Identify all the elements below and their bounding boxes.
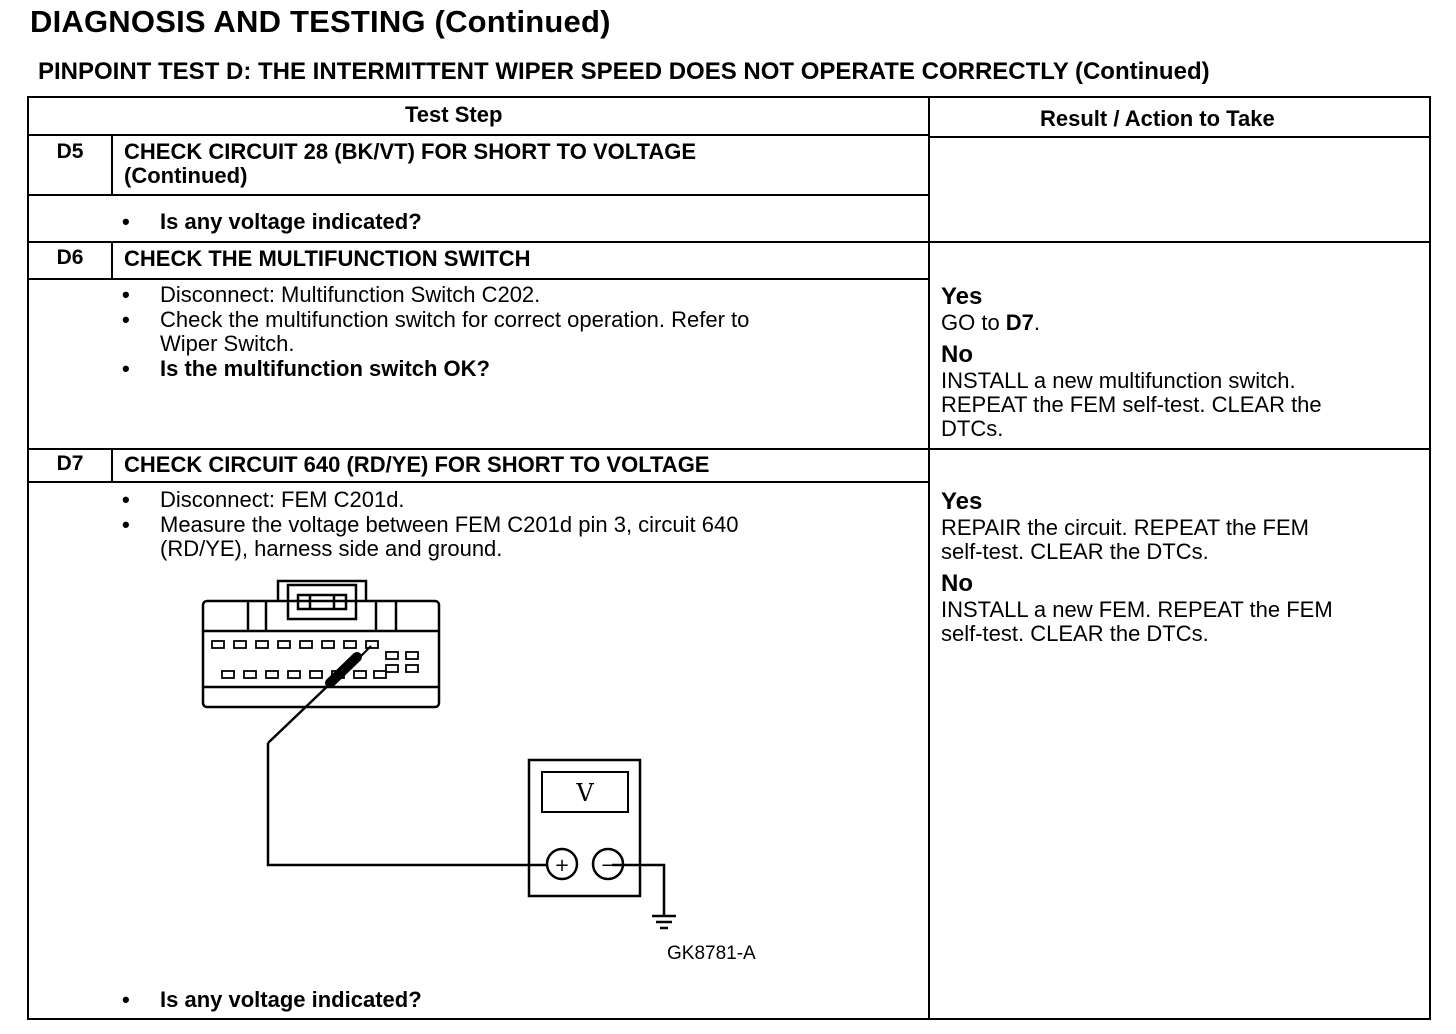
d7-title-bottom bbox=[27, 481, 930, 483]
step-title-d5 bbox=[124, 140, 696, 188]
d7-yes-line2: self-test. CLEAR the DTCs. bbox=[941, 539, 1209, 564]
step-title-d5-line2: (Continued) bbox=[124, 163, 248, 188]
d6-yes-action-end: . bbox=[1033, 310, 1041, 335]
d6-step-2-line2: Wiper Switch. bbox=[160, 331, 295, 356]
d6-yes-action-ref: D7 bbox=[1005, 310, 1034, 335]
page-title: DIAGNOSIS AND TESTING (Continued) bbox=[30, 4, 611, 39]
d7-question-list bbox=[120, 988, 422, 1013]
d7-step-2-line1: Measure the voltage between FEM C201d pin 3, circuit 640 bbox=[160, 511, 739, 537]
d7-question: • Is any voltage indicated? bbox=[120, 988, 422, 1013]
d5-steps bbox=[120, 210, 422, 235]
ground-icon bbox=[652, 916, 676, 928]
test-probe bbox=[268, 646, 371, 743]
id-divider-d6 bbox=[111, 242, 113, 279]
d6-yes-action bbox=[941, 311, 1322, 335]
step-id-d7: D7 bbox=[56, 452, 84, 475]
d6-result bbox=[941, 283, 1322, 441]
d6-yes-label: Yes bbox=[941, 283, 983, 310]
d6-title-bottom bbox=[27, 278, 930, 280]
d7-no-line2: self-test. CLEAR the DTCs. bbox=[941, 621, 1209, 646]
connector-pins bbox=[212, 641, 418, 678]
d6-no-line2: REPEAT the FEM self-test. CLEAR the bbox=[941, 392, 1322, 417]
d6-no-line3: DTCs. bbox=[941, 416, 1004, 441]
header-result-action: Result / Action to Take bbox=[1040, 106, 1275, 131]
d7-result bbox=[941, 488, 1333, 646]
table-border-top bbox=[27, 96, 1431, 98]
id-divider-d5 bbox=[111, 135, 113, 195]
step-title-d7: CHECK CIRCUIT 640 (RD/YE) FOR SHORT TO VOLTAGE bbox=[124, 452, 710, 477]
table-border-bottom bbox=[27, 1018, 1431, 1020]
test-leads bbox=[268, 743, 664, 915]
id-divider-d7 bbox=[111, 449, 113, 482]
step-id-d5: D5 bbox=[56, 140, 84, 163]
d6-steps bbox=[120, 283, 749, 381]
step-id-d6: D6 bbox=[56, 246, 84, 269]
d7-no-line1: INSTALL a new FEM. REPEAT the FEM bbox=[941, 597, 1333, 622]
d6-step-2 bbox=[120, 308, 749, 357]
d6-question: • Is the multifunction switch OK? bbox=[120, 357, 749, 382]
d6-no-label: No bbox=[941, 341, 973, 368]
column-divider bbox=[928, 96, 930, 1020]
table-border-left bbox=[27, 96, 29, 1020]
d6-yes-action-text: GO to bbox=[941, 310, 1006, 335]
voltmeter-display-label: V bbox=[576, 779, 594, 807]
step-title-d6: CHECK THE MULTIFUNCTION SWITCH bbox=[124, 246, 531, 271]
d7-yes-label: Yes bbox=[941, 488, 983, 515]
d7-step-2 bbox=[120, 513, 738, 562]
step-title-d5-line1: CHECK CIRCUIT 28 (BK/VT) FOR SHORT TO VOLTAGE bbox=[124, 139, 697, 164]
d7-steps bbox=[120, 488, 738, 562]
d7-no-label: No bbox=[941, 570, 973, 597]
header-bottom-left bbox=[27, 134, 930, 136]
header-bottom-right bbox=[928, 136, 1431, 138]
d5-title-bottom bbox=[27, 194, 930, 196]
d6-no-line1: INSTALL a new multifunction switch. bbox=[941, 368, 1296, 393]
figure-id: GK8781-A bbox=[667, 943, 756, 964]
d7-voltage-test-figure bbox=[190, 575, 710, 955]
d7-yes-line1: REPAIR the circuit. REPEAT the FEM bbox=[941, 515, 1309, 540]
negative-symbol: − bbox=[600, 855, 616, 876]
d7-step-2-line2: (RD/YE), harness side and ground. bbox=[160, 536, 503, 561]
pinpoint-test-title: PINPOINT TEST D: THE INTERMITTENT WIPER SPEED DOES NOT OPERATE CORRECTLY (Continued) bbox=[38, 58, 1210, 85]
d6-row-bottom bbox=[27, 448, 1431, 450]
d7-step-1: • Disconnect: FEM C201d. bbox=[120, 488, 738, 513]
d5-row-bottom bbox=[27, 241, 1431, 243]
table-border-right bbox=[1429, 96, 1431, 1020]
d5-question: • Is any voltage indicated? bbox=[120, 210, 422, 235]
positive-symbol: + bbox=[554, 855, 570, 876]
d6-step-2-line1: Check the multifunction switch for correct operation. Refer to bbox=[160, 306, 750, 332]
d6-step-1: • Disconnect: Multifunction Switch C202. bbox=[120, 283, 749, 308]
header-test-step: Test Step bbox=[405, 102, 503, 127]
